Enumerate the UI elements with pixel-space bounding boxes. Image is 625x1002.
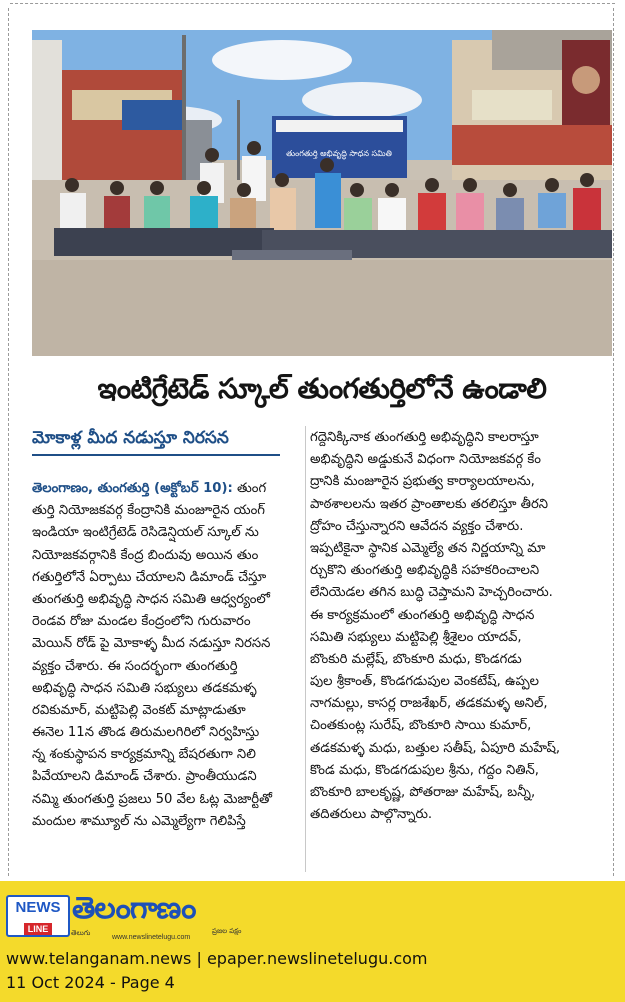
date-page: 11 Oct 2024 - Page 4 (6, 973, 175, 992)
article-line: నాగమల్లు, కాసర్ల రాజశేఖర్, తడకమళ్ళ అనిల్, (310, 696, 548, 712)
article-column-left (32, 478, 300, 833)
article-line: పుల శ్రీకాంత్, కొండగడుపుల వెంకటేష్, ఉప్పల (310, 674, 539, 690)
article-line: తదితరులు పాల్గొన్నారు. (310, 807, 433, 823)
article-line: చింతకుంట్ల సురేష్, బొంకూరి సాయి కుమార్, (310, 718, 532, 734)
epaper-link[interactable]: epaper.newslinetelugu.com (206, 949, 428, 968)
article-column-right (310, 427, 612, 826)
headline: ఇంటిగ్రేటెడ్ స్కూల్ తుంగతుర్తిలోనే ఉండాలి (97, 372, 547, 405)
article-line: రెండవ రోజు మండల కేంద్రంలోని గురువారం (32, 614, 251, 630)
article-line: అభివృద్ధి సాధన సమితి సభ్యులు తడకమళ్ళ (32, 680, 257, 696)
newsline-logo[interactable] (6, 895, 70, 937)
article-line: తుర్తి నియోజకవర్గ కేంద్రానికి మంజూరైన యంగ్ (32, 503, 265, 519)
telanganam-logo: తెలంగాణం (72, 891, 196, 926)
first-line-text: తుంగ (232, 481, 267, 496)
article-line: ఈ కార్యక్రమంలో తుంగతుర్తి అభివృద్ధి సాధన (310, 607, 535, 623)
article-line: లేనియెడల తగిన బుద్ధి చెప్తామని హెచ్చరించారు. (310, 585, 553, 601)
article-line: తడకమళ్ళ మధు, బత్తుల సతీష్, ఏపూరి మహేష్, (310, 740, 561, 756)
article-line: ర్చుకొని తుంగతుర్తి అభివృద్ధికి సహకరించాలని (310, 563, 540, 579)
footer-links (6, 947, 428, 971)
dateline: తెలంగాణం, తుంగతుర్తి (అక్టోబర్ 10): (32, 481, 233, 496)
article-line: ద్రోహం చేస్తున్నారని ఆవేదన వ్యక్తం చేశారు. (310, 518, 524, 534)
article-line: అభివృద్ధిని అడ్డుకునే విధంగా నియోజకవర్గ కేం (310, 452, 541, 468)
article-line: వ్యక్తం చేశారు. ఈ సందర్భంగా తుంగతుర్తి (32, 658, 238, 674)
column-divider (305, 426, 306, 872)
article-line: గద్దెనిక్కినాక తుంగతుర్తి అభివృద్ధిని కాలరాస్తూ (310, 430, 539, 445)
article-line: మెయిన్ రోడ్ పై మోకాళ్ళ మీద నడుస్తూ నిరసన (32, 636, 271, 652)
page-border-top (10, 3, 615, 4)
logo-news-text: NEWS (15, 899, 61, 916)
banner-text: తుంగతుర్తి అభివృద్ధి సాధన సమితి (286, 149, 392, 158)
article-line: బొంకురి మల్లేష్, బొంకూరి మధు, కొండగడు (310, 651, 522, 667)
article-line: ద్రానికి మంజూరైన ప్రభుత్వ కార్యాలయాలను, (310, 474, 535, 490)
link-separator: | (196, 949, 202, 968)
subheadline: మోకాళ్ల మీద నడుస్తూ నిరసన (32, 426, 280, 456)
article-line (32, 478, 300, 500)
article-line: ఈనెల 11న తొండ తిరుమలగిరిలో నిర్వహిస్తు (32, 725, 260, 741)
footer (0, 881, 625, 1002)
logo-telugu-small: తెలుగు (71, 929, 91, 937)
article-line: నియోజకవర్గానికి కేంద్ర బిందువు అయిన తుం (32, 547, 259, 563)
article-line: మందుల శామ్యూల్ ను ఎమ్మెల్యేగా గెలిపిస్తే (32, 813, 246, 829)
article-line: తుంగతుర్తి అభివృద్ధి సాధన సమితి ఆధ్వర్యంలో (32, 591, 270, 607)
logo-line-text: LINE (24, 923, 53, 935)
page-border-left (8, 8, 9, 876)
article-line: పాఠశాలలను ఇతర ప్రాంతాలకు తరలిస్తూ తీరని (310, 496, 549, 512)
article-line: నమ్మి తుంగతుర్తి ప్రజలు 50 వేల ఓట్ల మెజార్టీతో (32, 791, 272, 807)
article-line: న్న శంకుస్థాపన కార్యక్రమాన్ని బేషరతుగా నిలి (32, 747, 256, 763)
article-line: పివేయాలని డిమాండ్ చేశారు. ప్రాంతీయుడని (32, 769, 257, 785)
article-line: బొంకూరి బాలకృష్ణ, పోతరాజు మహేష్, బన్నీ, (310, 785, 536, 800)
article-line: కొండ మధు, కొండగడుపుల శ్రీను, గద్దం నితిన్, (310, 762, 539, 778)
article-line: గతుర్తిలోనే ఏర్పాటు చేయాలని డిమాండ్ చేస్తూ (32, 569, 267, 585)
page-border-right (613, 8, 614, 876)
protest-photo (32, 30, 612, 356)
article-line: సమితి సభ్యులు మట్టిపెల్లి శ్రీశైలం యాదవ్, (310, 629, 522, 645)
logo-url: www.newslinetelugu.com (112, 934, 191, 941)
article-line: రవికుమార్, మట్టిపెల్లి వెంకట్ మాట్లాడుతూ (32, 702, 246, 718)
site-link[interactable]: www.telanganam.news (6, 949, 192, 968)
article-line: ఇండియా ఇంటిగ్రేటెడ్ రెసిడెన్షియల్ స్కూల్ ను (32, 525, 259, 541)
logo-tagline: ప్రజల పక్షం (212, 927, 242, 935)
article-line: ఇప్పటికైనా స్థానిక ఎమ్మెల్యే తన నిర్ణయాన్ని మా (310, 540, 546, 556)
